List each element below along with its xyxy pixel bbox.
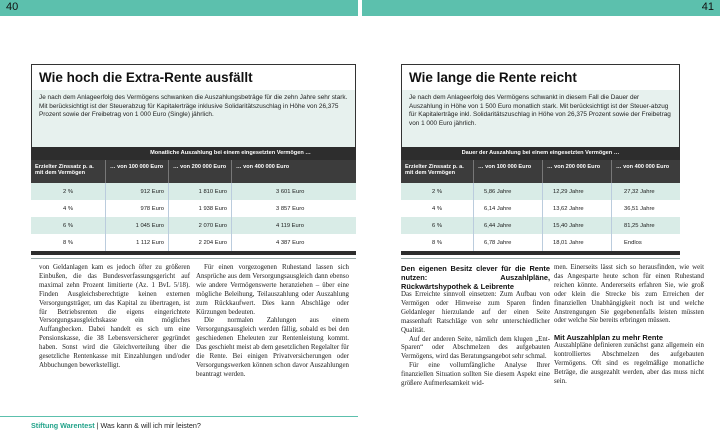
body-column-1 — [39, 264, 190, 371]
table-footer-bar — [401, 251, 680, 255]
value-cell: 6,44 Jahre — [473, 217, 542, 234]
value-cell: 6,14 Jahre — [473, 200, 542, 217]
value-cell: 5,86 Jahre — [473, 183, 542, 200]
body-paragraph: Auszahlpläne definieren zunächst ganz allgemein ein kontrolliertes Abschmelzen des aufgebauten Vermögens. Oft sind es regelmäßige monatliche Beträge, die ausgezahlt werden, aber das muss nicht sein. — [554, 342, 704, 385]
extra-rente-box — [31, 64, 356, 255]
table-row — [401, 217, 680, 234]
value-cell: 18,01 Jahre — [542, 234, 611, 251]
top-color-bar-right — [362, 0, 720, 16]
column-header: Erzielter Zinssatz p. a. mit dem Vermögen — [35, 164, 94, 176]
value-cell: 6,78 Jahre — [473, 234, 542, 251]
box-intro: Je nach dem Anlageerfolg des Vermögens schwanken die Auszahlungsbeträge für die zehn Jahre sehr stark. Mit berücksichtigt ist der Steuerabzug für Kapitalerträge inklusive Solidaritätszuschlag in Höhe von 26,375 Prozent sowie der Freibetrag von 1 000 Euro (Single) jährlich. — [31, 90, 356, 147]
value-cell: 4 119 Euro — [231, 217, 356, 234]
value-cell: 3 601 Euro — [231, 183, 356, 200]
table-title-bar — [31, 147, 356, 160]
value-cell: Endlos — [611, 234, 680, 251]
body-paragraph: Für eine vollumfängliche Analyse Ihrer finanziellen Situation sollten Sie diesem Aspekt eine größere Aufmerksamkeit wid- — [401, 362, 550, 388]
column-header: … von 100 000 Euro — [473, 160, 542, 183]
rate-cell: 8 % — [63, 240, 73, 246]
top-color-bar-left — [0, 0, 358, 16]
page-footer — [0, 416, 358, 431]
section-heading: Mit Auszahlplan zu mehr Rente — [554, 333, 663, 343]
rente-dauer-box — [401, 64, 680, 255]
table-header-row — [31, 160, 356, 183]
table-title-bar — [401, 147, 680, 160]
value-cell: 1 938 Euro — [168, 200, 231, 217]
column-header: … von 200 000 Euro — [542, 160, 611, 183]
rate-cell: 8 % — [432, 240, 442, 246]
value-cell: 15,40 Jahre — [542, 217, 611, 234]
body-column-2 — [196, 264, 349, 380]
value-cell: 2 070 Euro — [168, 217, 231, 234]
value-cell: 1 112 Euro — [105, 234, 168, 251]
value-cell: 4 387 Euro — [231, 234, 356, 251]
value-cell: 2 204 Euro — [168, 234, 231, 251]
box-title: Wie lange die Rente reicht — [401, 64, 680, 90]
table-footer-bar — [31, 251, 356, 255]
table-row — [401, 183, 680, 200]
value-cell: 27,32 Jahre — [611, 183, 680, 200]
value-cell: 81,25 Jahre — [611, 217, 680, 234]
value-cell: 1 045 Euro — [105, 217, 168, 234]
body-paragraph: von Geldanlagen kam es jedoch öfter zu größeren Einbußen, die das Bundesverfassungsgericht auf maximal zehn Prozent limitierte (Az. 1 BvL 5/18). Finden Ausgleichsberechtigte keinen externen Versorgungsträger, um das Kapital zu übertragen, ist für Betriebsrenten die eigens eingerichtete Versorgungsausgleichskasse ein mögliches Auffangbecken. Dabei handelt es sich um eine Pensionskasse, die 38 Lebensversicherer gegründet haben. Sonst wird die Gleichverteilung über die gesetzliche Rentenkasse mit Einzahlungen und/oder Abbuchungen bewerkstelligt. — [39, 264, 190, 369]
table-row — [401, 234, 680, 251]
rate-cell: 6 % — [63, 223, 73, 229]
table-row — [31, 200, 356, 217]
body-paragraph: men. Einerseits lässt sich so herausfinden, wie weit das Angesparte heute schon für einen Ruhestand reichen könnte. Andererseits erfahren Sie, wie groß oder klein die Strecke bis zum Erreichen der finanziellen Unabhängigkeit noch ist und welche Anstrengungen Sie gegebenenfalls leisten müssten oder welche Sie bereits erbringen müssen. — [554, 264, 704, 325]
page-number-right: 41 — [701, 1, 714, 13]
table-header-row — [401, 160, 680, 183]
section-divider-left — [31, 258, 356, 259]
footer-brand: Stiftung Warentest — [31, 421, 95, 430]
rate-cell: 2 % — [63, 189, 73, 195]
column-header: … von 400 000 Euro — [231, 160, 356, 183]
column-header: Erzielter Zinssatz p. a. mit dem Vermögen — [405, 164, 464, 176]
body-paragraph: Für einen vorgezogenen Ruhestand lassen sich Ansprüche aus dem Versorgungsausgleich dann ebenso wie andere Vermögenswerte heranziehen – über eine mögliche Beleihung, Teilauszahlung oder Auszahlung zum Rückkaufwert. Dies kann Abschläge oder Kürzungen bedeuten. — [196, 264, 349, 316]
table-title: Monatliche Auszahlung bei einem eingesetzten Vermögen … — [150, 150, 311, 156]
box-title: Wie hoch die Extra-Rente ausfällt — [31, 64, 356, 90]
body-paragraph: Das Erreichte sinnvoll einsetzen: Zum Aufbau von Vermögen oder Hinweise zum Sparen finden Geldanleger hierzulande auf der einen Seite massenhaft Ratschläge von sehr unterschiedlicher Qualität. — [401, 291, 550, 334]
body-column-3 — [401, 264, 550, 389]
footer-separator: | — [94, 421, 101, 430]
box-intro: Je nach dem Anlageerfolg des Vermögens schwankt in diesem Fall die Dauer der Auszahlung in Höhe von 1 500 Euro monatlich stark. Mit berücksichtigt ist der Steuer-abzug für Kapitalerträge inkl. Solidaritätszuschlag in Höhe von 26,375 Prozent sowie der Freibetrag von 1 000 Euro jährlich. — [401, 90, 680, 147]
body-column-4 — [554, 264, 704, 387]
column-header: … von 100 000 Euro — [105, 160, 168, 183]
table-row — [401, 200, 680, 217]
rate-cell: 4 % — [432, 206, 442, 212]
column-header: … von 200 000 Euro — [168, 160, 231, 183]
value-cell: 978 Euro — [105, 200, 168, 217]
value-cell: 912 Euro — [105, 183, 168, 200]
value-cell: 13,62 Jahre — [542, 200, 611, 217]
section-divider-right — [401, 258, 680, 259]
footer-book-title: Was kann & will ich mir leisten? — [100, 421, 201, 430]
value-cell: 12,29 Jahre — [542, 183, 611, 200]
table-row — [31, 183, 356, 200]
table-title: Dauer der Auszahlung bei einem eingesetzten Vermögen … — [461, 150, 620, 156]
page-gutter — [358, 0, 362, 431]
rate-cell: 4 % — [63, 206, 73, 212]
value-cell: 36,51 Jahre — [611, 200, 680, 217]
value-cell: 3 857 Euro — [231, 200, 356, 217]
body-paragraph: Auf der anderen Seite, nämlich dem klugen „Ent-Sparen“ oder Abschmelzen des aufgebauten Vermögens, wird das Beratungsangebot sehr schmal. — [401, 335, 550, 361]
page-number-left: 40 — [6, 1, 19, 13]
rate-cell: 6 % — [432, 223, 442, 229]
table-row — [31, 234, 356, 251]
body-paragraph: Die normalen Zahlungen aus einem Versorgungsausgleich werden fällig, sobald es bei den geschiedenen Eheleuten zur Rentenleistung kommt. Das geschieht meist ab dem gesetzlichen Regelalter für die Rente. Bei einigen Privatversicherungen oder Versorgungswerken können schon davor Auszahlungen beantragt werden. — [196, 317, 349, 378]
table-row — [31, 217, 356, 234]
section-heading: Den eigenen Besitz clever für die Rente nutzen: Auszahlpläne, Rückwärtshypothek & Leibrente — [401, 264, 550, 291]
column-header: … von 400 000 Euro — [611, 160, 680, 183]
rate-cell: 2 % — [432, 189, 442, 195]
value-cell: 1 810 Euro — [168, 183, 231, 200]
